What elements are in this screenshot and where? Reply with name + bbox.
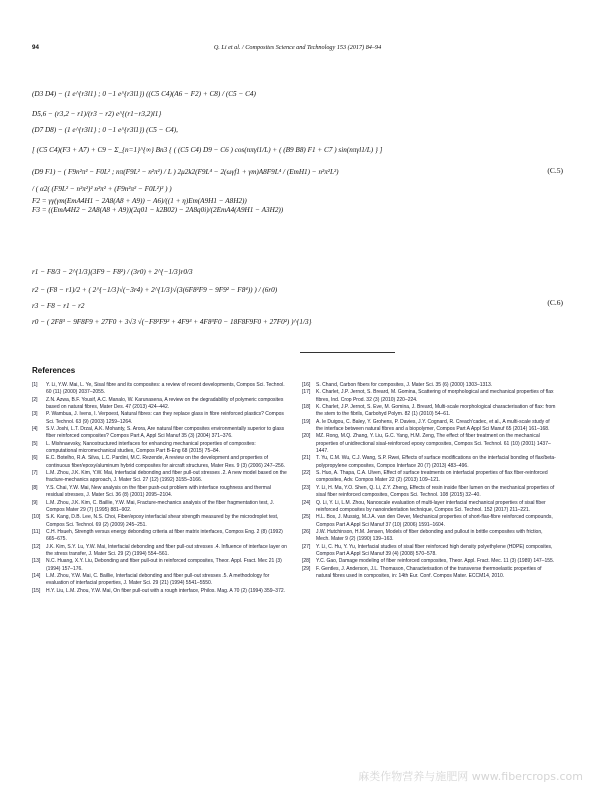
- reference-number: [27]: [302, 543, 311, 550]
- reference-number: [29]: [302, 565, 311, 572]
- reference-number: [8]: [32, 484, 38, 491]
- reference-item: [302, 419, 557, 434]
- reference-item: [302, 544, 557, 559]
- reference-item: [32, 426, 287, 441]
- reference-item: [302, 382, 557, 389]
- reference-item: [32, 411, 287, 426]
- reference-item: [32, 573, 287, 588]
- reference-item: [32, 544, 287, 559]
- reference-item: [32, 382, 287, 397]
- journal-citation: Q. Li et al. / Composites Science and Technology 153 (2017) 84–94: [213, 44, 382, 51]
- reference-item: [302, 529, 557, 544]
- reference-number: [23]: [302, 484, 311, 491]
- reference-number: [4]: [32, 426, 38, 433]
- reference-number: [26]: [302, 528, 311, 535]
- reference-number: [19]: [302, 418, 311, 425]
- reference-number: [9]: [32, 499, 38, 506]
- reference-item: [32, 500, 287, 515]
- equation-line: r3 − F8 − r1 − r2: [32, 302, 85, 310]
- references-right-column: [302, 382, 557, 580]
- reference-item: [302, 470, 557, 485]
- reference-text[interactable]: Y.S. Chai, Y.W. Mai, New analysis on the fiber push-out problem with interface roughness and thermal residual stresses, J. Mater Sci. 36 (8) (2001) 2095–2104.: [46, 484, 271, 499]
- equation-line: D5,6 − (r3,2 − r1)/(r3 − r2) e^{(r1−r3,2)l1}: [32, 110, 162, 118]
- reference-number: [16]: [302, 382, 311, 388]
- reference-text[interactable]: L. Mishnaevsky, Nanostructured interfaces for enhancing mechanical properties of composites: computational micromechanical studies, Compos Part B-Eng 68 (2015) 75–84.: [46, 440, 256, 455]
- reference-item: [32, 529, 287, 544]
- reference-number: [14]: [32, 572, 41, 579]
- references-heading: References: [32, 366, 76, 375]
- reference-number: [7]: [32, 470, 38, 477]
- reference-text[interactable]: F. Gentles, J. Anderson, J.L. Thomason, Characterisation of the transverse thermoelastic properties of natural fibres used in composites, in: 14th Eur. Conf. Compos Mater. ECCM14, 2010.: [316, 565, 542, 579]
- reference-item: [302, 558, 557, 565]
- reference-text[interactable]: H.L. Bos, J. Mussig, M.J.A. van den Oever, Mechanical properties of short-flax-fibre reinforced compounds, Compos Part A Appl Sci Manuf 37 (10) (2006) 1591–1604.: [316, 514, 553, 528]
- reference-item: [32, 470, 287, 485]
- equation-line: / ( α2( (F9L² − n²π²)² n²π² + (F9n²π² − F0L²)² ) ): [32, 185, 172, 193]
- reference-text[interactable]: S.K. Kang, D.B. Lee, N.S. Choi, Fiber/epoxy interfacial shear strength measured by the microdroplet test, Compos Sci. Technol. 69 (2) (2009) 245–251.: [46, 514, 279, 528]
- reference-text[interactable]: L.M. Zhou, Y.W. Mai, C. Baillie, Interfacial debonding and fiber pull-out stresses .5. A methodology for evaluation of interfacial properties, J. Mater Sci. 29 (21) (1994) 5541–5550.: [46, 572, 270, 587]
- reference-number: [20]: [302, 433, 311, 440]
- reference-text[interactable]: MZ. Rong, M.Q. Zhang, Y. Liu, G.C. Yang, H.M. Zeng, The effect of fiber treatment on the mechanical properties of unidirectional sisal-reinforced epoxy composites, Compos Sci. Technol. 61 (10) (2001) 1437–1447.: [316, 433, 551, 455]
- reference-number: [12]: [32, 543, 41, 550]
- reference-text[interactable]: S. Chand, Carbon fibers for composites, J. Mater Sci. 35 (6) (2000) 1303–1313.: [316, 382, 493, 388]
- equation-line: F3 = ((EmA4H2 − 2A8(A8 + A9))(2q01 − k2B02) − 2A8q0i)/(2EmA4(A9H1 − A3H2)): [32, 206, 284, 214]
- reference-text[interactable]: H.Y. Liu, L.M. Zhou, Y.W. Mai, On fiber pull-out with a rough interface, Philos. Mag. A 70 (2) (1994) 359–372.: [46, 587, 286, 594]
- equation-line: (D3 D4) − (1 e^{r3l1} ; 0 −1 e^{r3l1}) ((C5 C4)(A6 − F2) + C8) / (C5 − C4): [32, 90, 256, 98]
- reference-number: [28]: [302, 558, 311, 565]
- reference-item: [32, 441, 287, 456]
- reference-number: [10]: [32, 514, 41, 521]
- reference-item: [32, 588, 287, 595]
- reference-text[interactable]: A. le Duigou, C. Baley, Y. Grohens, P. Davies, J.Y. Cognard, R. Creach'cadec, et al., A multi-scale study of the interface between natural fibres and a biopolymer, Compos Part A Appl Sci Manuf 65 (2014) 161–168.: [316, 418, 550, 433]
- reference-item: [302, 514, 557, 529]
- reference-text[interactable]: Z.N. Azwa, B.F. Yousif, A.C. Manalo, W. Karunasena, A review on the degradability of polymeric composites based on natural fibres, Mater Des. 47 (2013) 424–442.: [46, 396, 284, 411]
- reference-text[interactable]: L.M. Zhou, J.K. Kim, Y.W. Mai, Interfacial debonding and fiber pull-out stresses .2. A new model based on the fracture-mechanics approach, J. Mater Sci. 27 (12) (1992) 3155–3166.: [46, 470, 287, 484]
- reference-number: [17]: [302, 389, 311, 396]
- reference-number: [6]: [32, 455, 38, 462]
- equation-line: r0 − ( 2F8³ − 9F8F9 + 27F0 + 3√3 √(−F8²F9² + 4F9³ + 4F8³F0 − 18F8F9F0 + 27F0²) )^{1/3}: [32, 318, 312, 326]
- reference-item: [302, 404, 557, 419]
- running-header: [32, 44, 563, 56]
- reference-text[interactable]: Y. Li, H. Ma, Y.O. Shen, Q. Li, Z.Y. Zheng, Effects of resin inside fiber lumen on the mechanical properties of sisal fiber reinforced composites, Compos Sci. Technol. 108 (2015) 32–40.: [316, 484, 555, 499]
- reference-text[interactable]: K. Charlet, J.P. Jernot, S. Eve, M. Gomina, J. Breard, Multi-scale morphological characterisation of flax: from the stem to the fibrils, Carbohyd Polym. 82 (1) (2010) 54–61.: [316, 404, 556, 418]
- reference-text[interactable]: N.C. Huang, X.Y. Liu, Debonding and fiber pull-out in reinforced composites, Theor. Appl. Fract. Mec 21 (3) (1994) 157–176.: [46, 558, 282, 572]
- reference-number: [24]: [302, 499, 311, 506]
- reference-item: [32, 558, 287, 573]
- equation-line: r1 − F8/3 − 2^{1/3}(3F9 − F8²) / (3r0) + 2^{−1/3}r0/3: [32, 268, 193, 276]
- equation-line: F2 = γγ(γm(EmA4H1 − 2A8(A8 + A9)) − A6)/((1 + η)Em(A9H1 − A8H2)): [32, 197, 247, 205]
- reference-number: [2]: [32, 396, 38, 403]
- reference-item: [32, 397, 287, 412]
- equation-line: [ (C5 C4)(F3 + A7) + C9 − Σ_{n=1}^{∞} Bn3 { ( (C5 C4) D9 − C6 ) cos(nπγl1/L) + ( (B9 B8) F1 + C7 ) sin(nπγl1/L) } ]: [32, 146, 383, 154]
- equation-block-c6: [32, 268, 562, 327]
- reference-number: [5]: [32, 440, 38, 447]
- reference-item: [302, 500, 557, 515]
- equation-number-c5: (C.5): [547, 166, 563, 175]
- reference-number: [11]: [32, 528, 40, 535]
- reference-number: [22]: [302, 470, 311, 477]
- reference-text[interactable]: C.H. Hsueh, Strength versus energy debonding criteria at fiber matrix interfaces, Compos Eng. 2 (8) (1992) 665–675.: [46, 528, 283, 543]
- reference-text[interactable]: T. Yu, C.M. Wu, C.J. Wang, S.P. Rwei, Effects of surface modifications on the interfacial bonding of flax/beta-polypropylene composites, Compos Interface 20 (7) (2013) 483–496.: [316, 455, 556, 469]
- reference-item: [302, 433, 557, 455]
- reference-text[interactable]: E.C. Botelho, R.A. Silva, L.C. Pardini, M.C. Rezende, A review on the development and properties of continuous fiber/epoxy/aluminum hybrid composites for aircraft structures, Mater Res. 9 (3) (2006) 247–256.: [46, 455, 285, 469]
- reference-item: [302, 389, 557, 404]
- reference-number: [25]: [302, 514, 311, 521]
- reference-number: [21]: [302, 455, 311, 462]
- references-left-column: [32, 382, 287, 595]
- reference-text[interactable]: Y. Li, Y.W. Mai, L. Ye, Sisal fibre and its composites: a review of recent developments, Compos Sci. Technol. 60 (11) (2000) 2037–2055.: [46, 382, 285, 396]
- reference-number: [15]: [32, 587, 41, 594]
- equation-number-c6: (C.6): [547, 298, 563, 307]
- equation-block-c5: [32, 90, 562, 215]
- page-number: 94: [32, 44, 39, 51]
- reference-item: [302, 485, 557, 500]
- reference-text[interactable]: J.W. Hutchinson, H.M. Jensen, Models of fiber debonding and pullout in brittle composites with friction, Mech. Mater 9 (2) (1990) 139–163.: [316, 528, 543, 543]
- reference-number: [1]: [32, 382, 38, 388]
- section-divider: [300, 352, 395, 353]
- reference-text[interactable]: S.V. Joshi, L.T. Drzal, A.K. Mohanty, S. Arora, Are natural fiber composites environmentally superior to glass fiber reinforced composites? Compos Part A, Appl Sci Manuf 35 (3) (2004) 371–376.: [46, 426, 285, 440]
- reference-text[interactable]: Y.C. Gao, Damage modeling of fiber reinforced composites, Theor. Appl. Fract. Mec. 11 (3) (1989) 147–155.: [316, 558, 555, 565]
- equation-line: r2 − (F8 − r1)/2 + ( 2^{−1/3}√(−3r4) + 2^{1/3}√(3(6F8²F9 − 9F9² − F8⁴)) ) / (6r0): [32, 286, 278, 294]
- reference-item: [32, 485, 287, 500]
- reference-text[interactable]: K. Charlet, J.P. Jernot, S. Breard, M. Gomina, Scattering of morphological and mechanical properties of flax fibres, Ind. Crop Prod. 32 (3) (2010) 220–224.: [316, 389, 554, 403]
- reference-item: [302, 566, 557, 581]
- reference-text[interactable]: S. Huo, A. Thapa, C.A. Ulven, Effect of surface treatments on interfacial properties of flax fiber-reinforced composites, Adv. Compos Mater 22 (2) (2013) 109–121.: [316, 470, 548, 484]
- reference-text[interactable]: Q. Li, Y. Li, L.M. Zhou, Nanoscale evaluation of multi-layer interfacial mechanical properties of sisal fiber reinforced composites by nanoindentation technique, Compos Sci. Technol. 152 (2017) 211–221.: [316, 499, 546, 513]
- reference-text[interactable]: L.M. Zhou, J.K. Kim, C. Baillie, Y.W. Mai, Fracture-mechanics analysis of the fiber fragmentation test, J. Compos Mater 29 (7) (1995) 881–902.: [46, 499, 274, 513]
- reference-text[interactable]: Y. Li, C. Hu, Y. Yu, Interfacial studies of sisal fiber reinforced high density polyethylene (HDPE) composites, Compos Part A Appl Sci Manuf 39 (4) (2008) 570–578.: [316, 543, 553, 557]
- reference-item: [32, 514, 287, 529]
- reference-number: [13]: [32, 558, 41, 565]
- watermark: 麻类作物营养与施肥网 www.fibercrops.com: [358, 770, 583, 783]
- reference-text[interactable]: P. Wambua, J. Ivens, I. Verpoest, Natural fibres: can they replace glass in fibre reinforced plastics? Compos Sci. Technol. 63 (9) (2003) 1259–1264.: [46, 411, 284, 425]
- reference-item: [32, 455, 287, 470]
- reference-number: [3]: [32, 411, 38, 418]
- reference-item: [302, 455, 557, 470]
- equation-line: (D9 F1) − ( F9n²π² − F0L² ; nπ(F9L² − n²π²) / L ) 2μ2k2(F9L⁴ − 2(ωγf1 + γm)A8F9L⁴ / (EmH1) − n²π²L²): [32, 168, 339, 176]
- reference-text[interactable]: J.K. Kim, S.Y. Lu, Y.W. Mai, Interfacial debonding and fiber pull-out stresses .4. Influence of interface layer on the stress transfer, J. Mater Sci. 29 (2) (1994) 554–561.: [46, 543, 287, 557]
- equation-line: (D7 D8) − (1 e^{r3l1} ; 0 −1 e^{r3l1}) (C5 − C4),: [32, 126, 178, 134]
- reference-number: [18]: [302, 404, 311, 411]
